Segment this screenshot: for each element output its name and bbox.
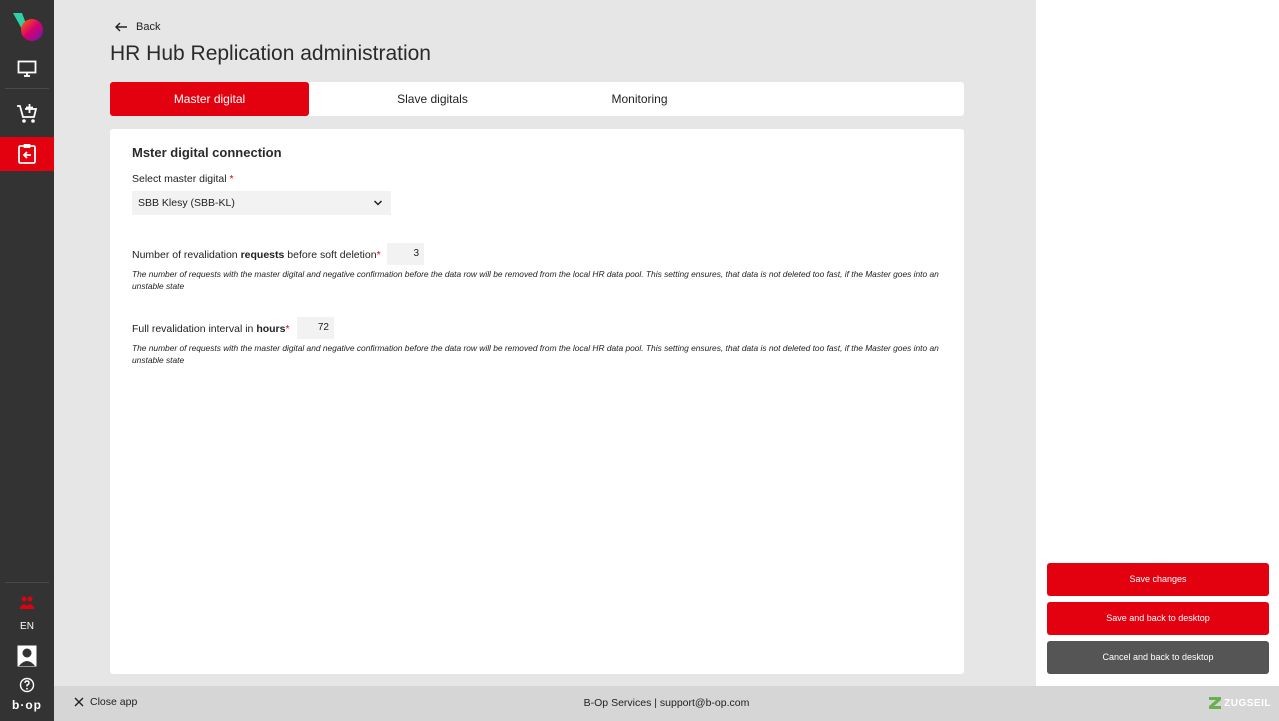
sidebar-item-help[interactable] xyxy=(0,675,54,695)
bop-logo: b·op xyxy=(12,698,42,712)
sidebar-item-replication[interactable] xyxy=(0,137,54,171)
app-logo-icon xyxy=(10,9,44,43)
monitor-icon xyxy=(17,60,37,78)
action-panel xyxy=(1036,0,1279,686)
select-value: SBB Klesy (SBB-KL) xyxy=(138,197,235,209)
footer-services: B-Op Services | support@b-op.com xyxy=(583,697,750,709)
sidebar xyxy=(0,0,54,721)
sidebar-item-support[interactable] xyxy=(0,592,54,614)
sidebar-item-profile[interactable] xyxy=(0,644,54,668)
revalidation-interval-input[interactable] xyxy=(297,317,334,339)
select-master-label: Select master digital * xyxy=(132,173,234,185)
add-cart-icon xyxy=(16,103,38,125)
back-link[interactable] xyxy=(114,21,160,33)
team-icon xyxy=(19,595,35,611)
revalidation-interval-hint: The number of requests with the master digital and negative confirmation before the data row will be removed from the local HR data pool. This setting ensures, that data is not deleted too fast, if the Master goes into an unstable state xyxy=(132,343,939,365)
required-mark: * xyxy=(229,173,234,185)
section-title: Mster digital connection xyxy=(132,145,282,160)
zugseil-logo: ZUGSEIL xyxy=(1208,696,1271,710)
arrow-left-icon xyxy=(114,22,128,32)
help-icon xyxy=(19,677,35,693)
back-label: Back xyxy=(136,21,161,33)
sidebar-item-desktop[interactable] xyxy=(0,50,54,88)
revalidation-requests-label: Number of revalidation requests before soft deletion* xyxy=(132,249,381,261)
revalidation-requests-hint: The number of requests with the master digital and negative confirmation before the data row will be removed from the local HR data pool. This setting ensures, that data is not deleted too fast, if the Master goes into an unstable state xyxy=(132,269,939,291)
zugseil-logo-icon xyxy=(1208,696,1222,710)
save-changes-button[interactable]: Save changes xyxy=(1047,563,1269,596)
main-content xyxy=(54,0,1036,686)
revalidation-requests-input[interactable] xyxy=(387,243,424,265)
cancel-and-back-button[interactable]: Cancel and back to desktop xyxy=(1047,641,1269,674)
app-logo[interactable] xyxy=(0,6,54,46)
footer xyxy=(54,686,1279,721)
sidebar-item-shop[interactable] xyxy=(0,94,54,134)
language-selector[interactable]: EN xyxy=(20,621,34,632)
chevron-down-icon xyxy=(373,191,383,224)
avatar-icon xyxy=(17,645,37,667)
master-digital-select[interactable] xyxy=(132,191,391,215)
tab-master-digital[interactable]: Master digital xyxy=(110,82,309,116)
close-app-label: Close app xyxy=(90,696,138,708)
master-digital-card xyxy=(110,129,964,674)
page-title: HR Hub Replication administration xyxy=(110,42,431,65)
sidebar-divider xyxy=(5,582,49,583)
tab-slave-digitals[interactable]: Slave digitals xyxy=(397,92,468,106)
revalidation-interval-label: Full revalidation interval in hours* xyxy=(132,323,290,335)
save-and-back-button[interactable]: Save and back to desktop xyxy=(1047,602,1269,635)
tab-bar xyxy=(110,82,964,116)
tab-monitoring[interactable]: Monitoring xyxy=(611,92,668,106)
clipboard-arrow-icon xyxy=(17,143,37,165)
sidebar-divider xyxy=(5,88,49,89)
